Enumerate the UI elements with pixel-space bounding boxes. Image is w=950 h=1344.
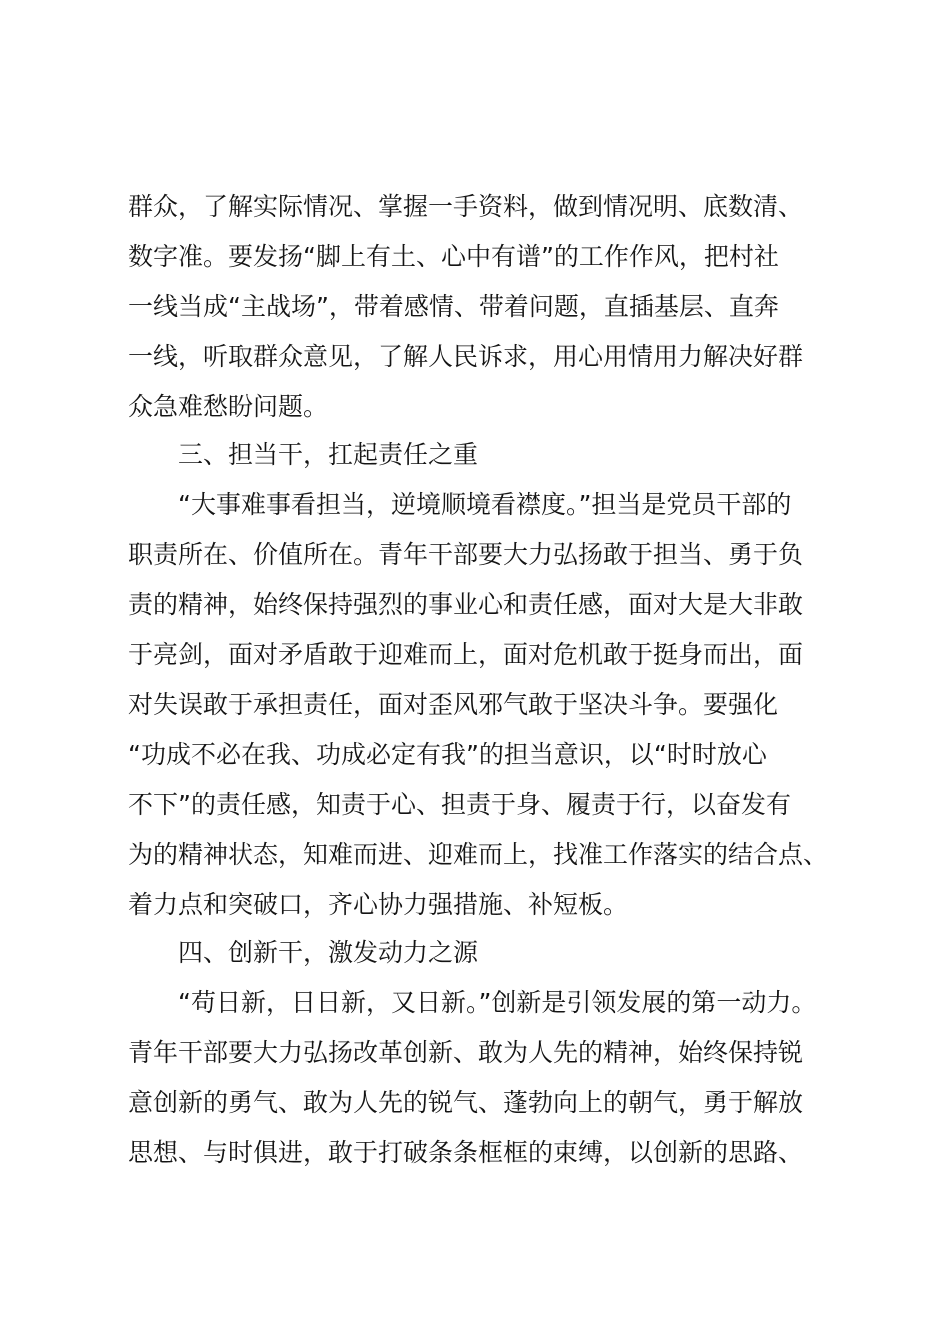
line-text: 责的精神，始终保持强烈的事业心和责任感，面对大是大非敢 [128, 590, 804, 619]
section-heading-text: 三、担当干，扛起责任之重 [178, 440, 479, 469]
line-text: 于亮剑，面对矛盾敢于迎难而上，面对危机敢于挺身而出，面 [128, 640, 804, 669]
text-line [0, 880, 950, 930]
line-text: “苟日新，日日新，又日新。”创新是引领发展的第一动力。 [178, 988, 817, 1017]
line-text: 着力点和突破口，齐心协力强措施、补短板。 [128, 890, 629, 919]
line-text: 意创新的勇气、敢为人先的锐气、蓬勃向上的朝气，勇于解放 [128, 1088, 804, 1117]
text-line [0, 780, 950, 830]
section-heading-text: 四、创新干，激发动力之源 [178, 938, 479, 967]
text-line [0, 332, 950, 382]
text-line [0, 232, 950, 282]
line-text: 不下”的责任感，知责于心、担责于身、履责于行，以奋发有 [128, 790, 791, 819]
text-line [0, 282, 950, 332]
text-line [0, 830, 950, 880]
line-text: 数字准。要发扬“脚上有土、心中有谱”的工作作风，把村社 [128, 242, 779, 271]
text-line [0, 580, 950, 630]
text-line [0, 530, 950, 580]
text-line [0, 382, 950, 432]
line-text: 对失误敢于承担责任，面对歪风邪气敢于坚决斗争。要强化 [128, 690, 779, 719]
text-line [0, 1128, 950, 1178]
text-line [0, 182, 950, 232]
text-line [0, 680, 950, 730]
section-heading [0, 430, 950, 480]
line-text: 一线，听取群众意见，了解人民诉求，用心用情用力解决好群 [128, 342, 804, 371]
line-text: 为的精神状态，知难而进、迎难而上，找准工作落实的结合点、 [128, 840, 829, 869]
line-text: 群众，了解实际情况、掌握一手资料，做到情况明、底数清、 [128, 192, 804, 221]
text-line [0, 630, 950, 680]
line-text: 众急难愁盼问题。 [128, 392, 329, 421]
text-line [0, 730, 950, 780]
text-line [0, 978, 950, 1028]
text-line [0, 1078, 950, 1128]
line-text: 职责所在、价值所在。青年干部要大力弘扬敢于担当、勇于负 [128, 540, 804, 569]
line-text: 青年干部要大力弘扬改革创新、敢为人先的精神，始终保持锐 [128, 1038, 804, 1067]
text-line [0, 480, 950, 530]
text-line [0, 1028, 950, 1078]
line-text: 一线当成“主战场”，带着感情、带着问题，直插基层、直奔 [128, 292, 779, 321]
line-text: 思想、与时俱进，敢于打破条条框框的束缚，以创新的思路、 [128, 1138, 804, 1167]
line-text: “功成不必在我、功成必定有我”的担当意识，以“时时放心 [128, 740, 767, 769]
section-heading [0, 928, 950, 978]
line-text: “大事难事看担当，逆境顺境看襟度。”担当是党员干部的 [178, 490, 792, 519]
